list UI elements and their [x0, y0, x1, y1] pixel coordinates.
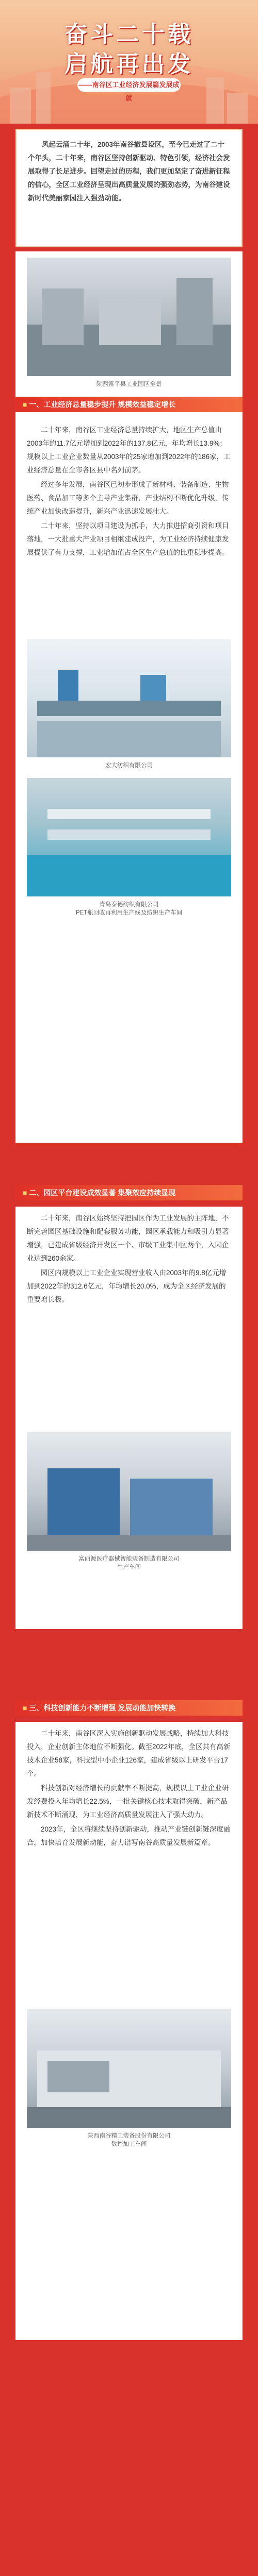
workshop-photo: [27, 639, 231, 757]
skyline-building: [10, 88, 31, 124]
equipment-photo: [27, 1432, 231, 1551]
photo-caption: 宏大纺织有限公司: [105, 762, 153, 769]
machining-photo: [27, 2009, 231, 2128]
skyline-building: [227, 93, 248, 124]
photo-caption: 陕西富平县工业园区全景: [96, 381, 162, 387]
photo-caption: 富丽源医疗器械智能装备制造有限公司 生产车间: [78, 1556, 180, 1570]
section-2-banner: ■ 二、园区平台建设成效显著 集聚效应持续显现: [15, 1185, 243, 1200]
intro-paragraph: 风起云涌二十年，2003年南谷撤县设区，至今已走过了二十个年头，二十年来，南谷区坚持创新驱动、特色引领，经济社会发展取得了长足进步。回望走过的历程，我们更加坚定了奋进新征程的信心，全区工业经济呈现出高质量发展的强劲态势，为南谷建设新时代美丽家园注入强劲动能。: [28, 141, 230, 202]
intro-card: [15, 129, 243, 247]
section-paragraph: 二十年来，南谷区始终坚持把园区作为工业发展的主阵地，不断完善园区基础设施和配套服务功能，园区承载能力和吸引力显著增强，已建成省级经济开发区一个、市级工业集中区两个，入园企业达到260余家。: [27, 1214, 229, 1262]
page-subtitle: ——南谷区工业经济发展篇发展成就: [77, 78, 181, 92]
section-paragraph: 2023年，全区将继续坚持创新驱动，推动产业链创新链深度融合，加快培育发展新动能，奋力谱写南谷高质量发展新篇章。: [27, 1825, 231, 1846]
page-title-line2: 启航再出发: [64, 51, 194, 77]
section-1-banner: ■ 一、工业经济总量稳步提升 规模效益稳定增长: [15, 397, 243, 412]
section-paragraph: 经过多年发展，南谷区已初步形成了新材料、装备制造、生物医药、食品加工等多个主导产业集群，产业结构不断优化升级，传统产业加快改造提升，新兴产业迅速发展壮大。: [27, 481, 229, 515]
section-paragraph: 二十年来，南谷区深入实施创新驱动发展战略，持续加大科技投入，企业创新主体地位不断强化。截至2022年底，全区共有高新技术企业58家，科技型中小企业126家，建成省级以上研发平台17个。: [27, 1730, 231, 1777]
page-title-line1: 奋斗二十载: [64, 21, 194, 47]
skyline-building: [206, 77, 224, 124]
factory-photo: [27, 258, 231, 376]
section-paragraph: 二十年来，坚持以项目建设为抓手，大力推进招商引资和项目落地，一大批重大产业项目相继建成投产，为工业经济持续健康发展提供了有力支撑，工业增加值占全区生产总值的比重稳步提高。: [27, 522, 229, 556]
skyline-building: [36, 72, 51, 124]
section-3-banner: ■ 三、科技创新能力不断增强 发展动能加快转换: [15, 1700, 243, 1716]
section-paragraph: 二十年来，南谷区工业经济总量持续扩大，地区生产总值由2003年的11.7亿元增加到2022年的137.8亿元，年均增长13.9%；规模以上工业企业数量从2003年的25家增加到2022年的186家，工业经济总量在全市各区县中名列前茅。: [27, 426, 231, 474]
section-paragraph: 科技创新对经济增长的贡献率不断提高，规模以上工业企业研发经费投入年均增长22.5%，一批关键核心技术取得突破，新产品新技术不断涌现，为工业经济高质量发展注入了强大动力。: [27, 1784, 229, 1819]
photo-caption: 青岛泰德纺织有限公司 PET瓶回收再利用生产线及纺织生产车间: [75, 902, 183, 916]
production-line-photo: [27, 778, 231, 896]
section-paragraph: 园区内规模以上工业企业实现营业收入由2003年的9.8亿元增加到2022年的312.6亿元，年均增长20.0%，成为全区经济发展的重要增长极。: [27, 1269, 227, 1303]
header-banner: [0, 0, 258, 124]
photo-caption: 陕西南谷精工装备股份有限公司 数控加工车间: [87, 2133, 171, 2147]
